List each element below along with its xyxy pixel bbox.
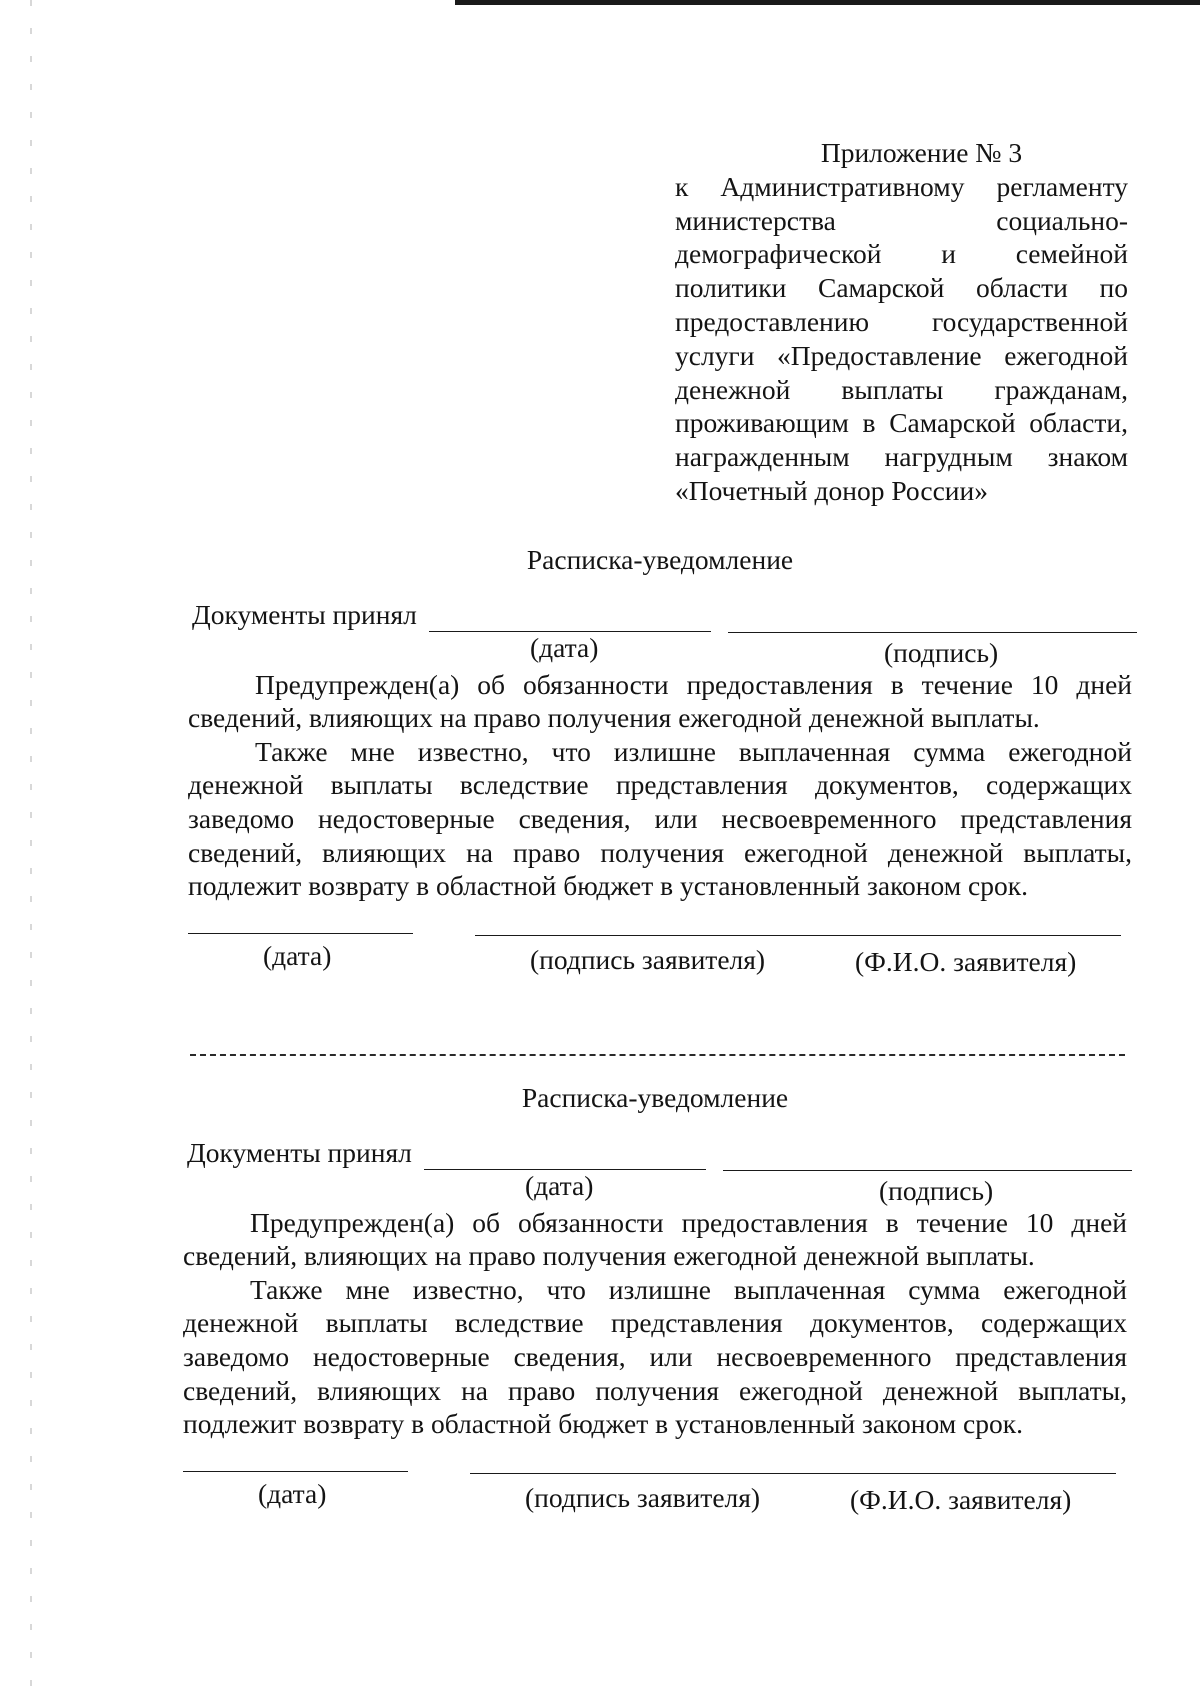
scan-edge-top — [455, 0, 1200, 5]
applicant-date-caption: (дата) — [263, 939, 332, 971]
scan-edge-left — [30, 0, 32, 1686]
captions-row — [183, 1169, 1127, 1206]
accepted-label: Документы принял — [192, 598, 417, 630]
cut-line-separator — [190, 1054, 1125, 1056]
annex-block — [675, 136, 1128, 508]
date-caption: (дата) — [530, 631, 599, 663]
signature-caption: (подпись) — [879, 1174, 994, 1206]
applicant-date-caption: (дата) — [258, 1477, 327, 1509]
notice-paragraph: Также мне известно, что излишне выплаченная сумма ежегодной денежной выплаты вследствие представления документов, содержащих заведомо недостоверные сведения, или несвоевременного представления сведений, влияющих на право получения ежегодной денежной выплаты, подлежит возврату в областной бюджет в установленный законом срок. — [188, 735, 1132, 902]
receipt-title: Расписка-уведомление — [521, 1082, 789, 1113]
receipt-notice-2 — [183, 1081, 1127, 1535]
accepted-row — [188, 598, 1132, 636]
applicant-signature-line — [470, 1473, 1116, 1474]
notice-paragraph: Также мне известно, что излишне выплаченная сумма ежегодной денежной выплаты вследствие представления документов, содержащих заведомо недостоверные сведения, или несвоевременного представления сведений, влияющих на право получения ежегодной денежной выплаты, подлежит возврату в областной бюджет в установленный законом срок. — [183, 1273, 1127, 1440]
applicant-signature-row — [183, 1445, 1127, 1535]
receipt-title: Расписка-уведомление — [526, 544, 794, 575]
applicant-date-line — [183, 1471, 408, 1472]
warning-paragraph: Предупрежден(а) об обязанности предоставления в течение 10 дней сведений, влияющих на право получения ежегодной денежной выплаты. — [188, 668, 1132, 734]
applicant-signature-line — [475, 935, 1121, 936]
warning-paragraph: Предупрежден(а) об обязанности предоставления в течение 10 дней сведений, влияющих на право получения ежегодной денежной выплаты. — [183, 1206, 1127, 1272]
applicant-name-caption: (Ф.И.О. заявителя) — [850, 1483, 1072, 1515]
signature-line — [728, 632, 1137, 633]
applicant-signature-row — [188, 907, 1132, 997]
applicant-name-caption: (Ф.И.О. заявителя) — [855, 945, 1077, 977]
annex-title: Приложение № 3 — [820, 137, 1023, 168]
accepted-label: Документы принял — [187, 1136, 412, 1168]
applicant-date-line — [188, 933, 413, 934]
date-caption: (дата) — [525, 1169, 594, 1201]
captions-row — [188, 631, 1132, 668]
annex-body: к Административному регламенту министерства социально-демографической и семейной политики Самарской области по предоставлению государственной услуги «Предоставление ежегодной денежной выплаты гражданам, проживающим в Самарской области, награжденным нагрудным знаком «Почетный донор России» — [675, 170, 1128, 506]
accepted-row — [183, 1136, 1127, 1174]
signature-line — [723, 1170, 1132, 1171]
receipt-notice-1 — [188, 543, 1132, 997]
applicant-signature-caption: (подпись заявителя) — [530, 943, 766, 975]
applicant-signature-caption: (подпись заявителя) — [525, 1481, 761, 1513]
signature-caption: (подпись) — [884, 636, 999, 668]
